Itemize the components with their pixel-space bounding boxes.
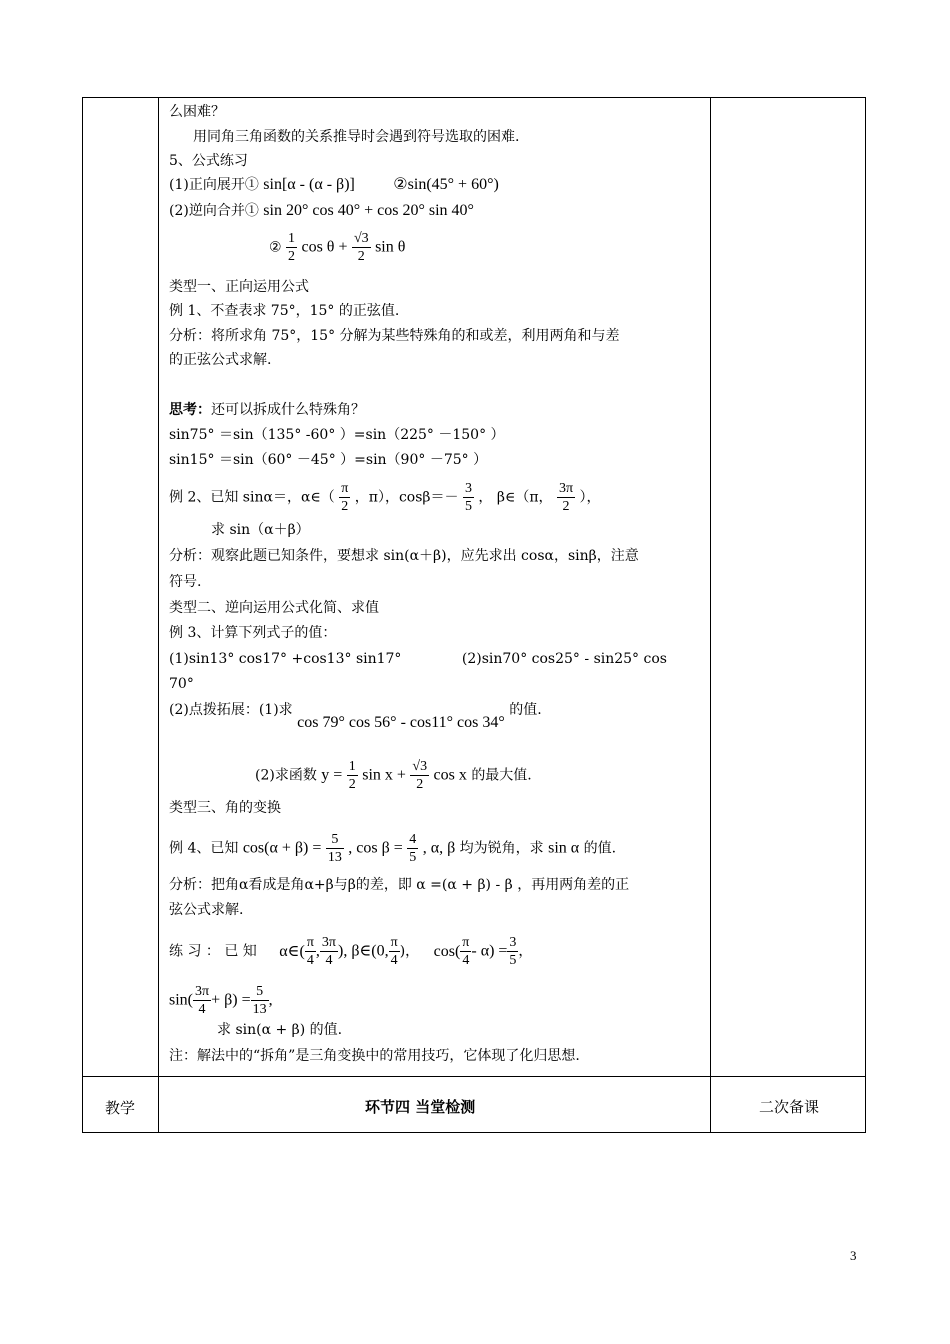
formula-line xyxy=(255,758,532,793)
text-span: 的最大值. xyxy=(471,767,532,784)
example-line xyxy=(169,480,601,515)
text-span: (2)求函数 xyxy=(255,767,317,784)
think-label: 思考： xyxy=(169,402,211,418)
example-line: 例 3、计算下列式子的值： xyxy=(169,625,337,641)
fraction xyxy=(326,831,344,866)
fraction xyxy=(389,934,400,969)
numerator: 4 xyxy=(409,832,417,847)
denominator: 13 xyxy=(252,1002,267,1017)
text-line: 符号. xyxy=(169,574,202,590)
text-line: 分析：观察此题已知条件，要想求 sin(α＋β)，应先求出 cosα，sinβ，注意 xyxy=(169,548,639,564)
fraction xyxy=(286,230,297,265)
fraction xyxy=(507,934,518,969)
numerator: √3 xyxy=(353,231,369,246)
row-label: 教学 xyxy=(105,1099,136,1117)
numerator: π xyxy=(462,935,470,950)
section-heading: 类型三、角的变换 xyxy=(169,800,281,816)
formula: , cos β = xyxy=(348,839,403,857)
formula: sin α xyxy=(548,839,580,857)
formula: ②sin(45° + 60°) xyxy=(393,176,499,193)
text-span: 例 2、已知 sinα＝，α∈（ xyxy=(169,489,335,506)
denominator: 2 xyxy=(357,249,365,264)
text-span: ）， xyxy=(579,489,601,506)
denominator: 2 xyxy=(416,777,424,792)
text-line xyxy=(169,398,365,422)
numerator: 5 xyxy=(251,983,269,1001)
row-divider xyxy=(83,1076,865,1077)
formula: sin( xyxy=(169,991,193,1009)
denominator: 4 xyxy=(325,953,333,968)
text-line: 分析：将所求角 75°，15° 分解为某些特殊角的和或差，利用两角和与差 xyxy=(169,328,620,344)
section-title: 环节四 当堂检测 xyxy=(365,1098,476,1116)
formula: - α) = xyxy=(471,942,508,960)
fraction xyxy=(407,831,418,866)
formula: (1)sin13° cos17° +cos13° sin17° xyxy=(169,651,402,667)
denominator: 5 xyxy=(409,850,417,865)
numerator: 3π xyxy=(321,935,336,950)
formula: , α, β xyxy=(422,839,456,857)
text-line: 求 sin(α + β) 的值. xyxy=(217,1022,343,1038)
column-label: 二次备课 xyxy=(759,1098,820,1116)
text-span: (1)正向展开① xyxy=(169,177,259,193)
column-divider xyxy=(158,98,159,1132)
section-heading: 类型二、逆向运用公式化简、求值 xyxy=(169,600,379,616)
text-line: 弦公式求解. xyxy=(169,902,244,918)
formula-line: sin75° ＝sin（135° -60° ）=sin（225° －150° ） xyxy=(169,427,505,443)
formula: cos(α + β) = xyxy=(242,839,322,857)
fraction xyxy=(305,934,316,969)
fraction xyxy=(193,983,211,1018)
denominator: 4 xyxy=(462,953,470,968)
denominator: 4 xyxy=(390,953,398,968)
numerator: 3 xyxy=(509,935,517,950)
denominator: 2 xyxy=(288,249,296,264)
text-span: 还可以拆成什么特殊角？ xyxy=(211,402,365,418)
note-line: 注：解法中的“拆角”是三角变换中的常用技巧，它体现了化归思想. xyxy=(169,1048,580,1064)
numerator: 1 xyxy=(348,759,356,774)
fraction xyxy=(463,480,474,515)
formula: sin[α - (α - β)] xyxy=(263,176,355,193)
formula: cos 79° cos 56° - cos11° cos 34° xyxy=(297,714,505,731)
numerator: 5 xyxy=(326,831,344,849)
text-span: 练 习 ： 已 知 xyxy=(169,943,257,960)
exercise-line xyxy=(169,983,273,1018)
text-line: 用同角三角函数的关系推导时会遇到符号选取的困难. xyxy=(193,129,520,145)
numerator: π xyxy=(390,935,398,950)
formula-line xyxy=(269,230,405,265)
numerator: √3 xyxy=(412,759,428,774)
section-heading: 5、公式练习 xyxy=(169,153,248,169)
fraction xyxy=(320,934,338,969)
numerator: π xyxy=(341,481,349,496)
denominator: 4 xyxy=(198,1002,206,1017)
formula-line: sin15° ＝sin（60° －45° ）=sin（90° －75° ） xyxy=(169,452,488,468)
fraction xyxy=(352,230,371,265)
formula-line xyxy=(169,199,474,223)
example-line: 例 1、不查表求 75°，15° 的正弦值. xyxy=(169,303,400,319)
text-line: 分析：把角α看成是角α+β与β的差，即 α =(α + β) - β ，再用两角差的正 xyxy=(169,877,630,893)
denominator: 4 xyxy=(306,953,314,968)
numerator: 3π xyxy=(195,984,210,999)
denominator: 2 xyxy=(562,499,570,514)
formula-line xyxy=(169,173,499,197)
text-span: (2)点拨拓展：(1)求 xyxy=(169,702,293,718)
formula: sin 20° cos 40° + cos 20° sin 40° xyxy=(263,202,474,219)
text-line: 么困难？ xyxy=(169,104,225,120)
formula: sin x + xyxy=(362,766,406,784)
formula: ), β∈(0, xyxy=(337,942,389,960)
denominator: 5 xyxy=(464,499,472,514)
text-span: 均为锐角，求 xyxy=(459,840,544,857)
text-span: )， xyxy=(399,943,420,960)
formula: sin θ xyxy=(375,238,406,256)
text-span: ， β∈（π， xyxy=(478,489,553,506)
formula: cos( xyxy=(433,942,461,960)
denominator: 13 xyxy=(327,850,342,865)
fraction xyxy=(410,758,429,793)
numerator: 3 xyxy=(464,481,472,496)
formula: , xyxy=(268,991,273,1009)
text-line: 的正弦公式求解. xyxy=(169,352,272,368)
numerator: 1 xyxy=(288,231,296,246)
fraction xyxy=(251,983,269,1018)
text-line: 求 sin（α＋β） xyxy=(211,522,310,538)
formula-line xyxy=(169,698,542,731)
page-number: 3 xyxy=(850,1248,857,1263)
fraction xyxy=(557,480,575,515)
formula: cos x xyxy=(433,766,467,784)
text-span: ， xyxy=(518,943,533,960)
text-span: 例 4、已知 xyxy=(169,840,239,857)
text-span: (2)逆向合并① xyxy=(169,203,259,219)
formula: + β) = xyxy=(211,991,251,1009)
formula: cos θ + xyxy=(301,238,348,256)
formula: α∈( xyxy=(279,942,305,960)
text-span: ，π），cosβ＝－ xyxy=(354,489,459,506)
denominator: 2 xyxy=(348,777,356,792)
text-span: ② xyxy=(269,239,282,256)
numerator: 3π xyxy=(558,481,574,496)
section-heading: 类型一、正向运用公式 xyxy=(169,279,309,295)
formula: (2)sin70° cos25° - sin25° cos xyxy=(461,651,667,667)
column-divider xyxy=(710,98,711,1132)
fraction xyxy=(339,480,350,515)
text-span: 的值. xyxy=(509,702,542,718)
numerator: π xyxy=(306,935,314,950)
exercise-line: 练 习 ： 已 知 α∈( $\frac{\pi}{4}$ , $\frac{3\pi}{4}$ ), β∈(0, $\frac{\pi}{4}$ )， cos( $\frac{\pi}{4}$ - α) = $\frac{3}{5}$ ， xyxy=(169,935,533,968)
fraction xyxy=(347,758,358,793)
text-span: 的值. xyxy=(583,840,617,857)
denominator: 2 xyxy=(341,499,349,514)
example-line xyxy=(169,831,616,866)
formula-line: 70° xyxy=(169,676,194,692)
fraction xyxy=(460,934,471,969)
formula-line xyxy=(169,647,667,671)
formula: y = xyxy=(321,766,343,784)
lesson-table xyxy=(82,97,866,1133)
denominator: 5 xyxy=(509,953,517,968)
